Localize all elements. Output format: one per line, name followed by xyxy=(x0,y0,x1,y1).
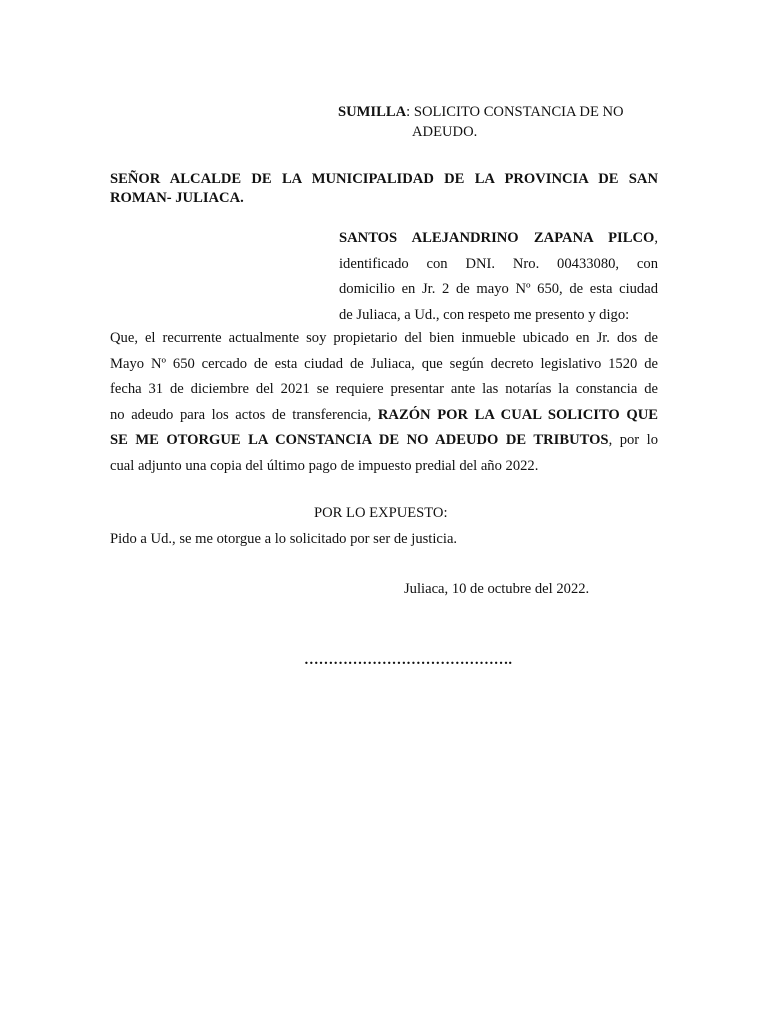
sumilla-line-1: : SOLICITO CONSTANCIA DE NO xyxy=(406,104,624,120)
applicant-block xyxy=(339,226,658,328)
sumilla-line-2: ADEUDO. xyxy=(412,124,478,140)
body-line-1: Que, el recurrente actualmente soy propietario del bien inmueble ubicado en Jr. dos de xyxy=(110,330,658,346)
body-line-4-bold: RAZÓN POR LA CUAL SOLICITO QUE xyxy=(377,406,658,423)
addressee-block xyxy=(110,170,658,208)
applicant-name-line xyxy=(339,226,658,252)
applicant-name-suffix: , xyxy=(654,230,658,246)
body-line-4-normal: no adeudo para los actos de transferencia, xyxy=(110,406,378,423)
body-line-3: fecha 31 de diciembre del 2021 se requiere presentar ante las notarías la constancia de xyxy=(110,381,658,397)
body-paragraph xyxy=(110,326,658,479)
applicant-line-2: identificado con DNI. Nro. 00433080, con xyxy=(339,255,658,272)
body-line-5 xyxy=(110,428,658,454)
applicant-line-3: domicilio en Jr. 2 de mayo Nº 650, de esta ciudad xyxy=(339,281,658,297)
closing-request: Pido a Ud., se me otorgue a lo solicitado por ser de justicia. xyxy=(110,531,458,547)
signature-line: ……………………………………. xyxy=(304,652,512,668)
body-line-6: cual adjunto una copia del último pago de impuesto predial del año 2022. xyxy=(110,457,539,474)
body-line-4 xyxy=(110,403,658,429)
sumilla-label: SUMILLA xyxy=(338,104,407,120)
addressee-line-2: ROMAN- JULIACA. xyxy=(110,190,244,206)
body-line-5-bold: SE ME OTORGUE LA CONSTANCIA DE NO ADEUDO DE TRIBUTOS xyxy=(110,432,609,448)
body-line-2: Mayo Nº 650 cercado de esta ciudad de Juliaca, que según decreto legislativo 1520 de xyxy=(110,355,658,372)
sumilla-block xyxy=(338,102,624,142)
addressee-line-1: SEÑOR ALCALDE DE LA MUNICIPALIDAD DE LA PROVINCIA DE SAN xyxy=(110,171,658,187)
closing-heading: POR LO EXPUESTO: xyxy=(314,505,448,521)
closing-date: Juliaca, 10 de octubre del 2022. xyxy=(404,581,590,597)
applicant-line-4: de Juliaca, a Ud., con respeto me presento y digo: xyxy=(339,306,630,323)
body-line-5-normal: , por lo xyxy=(608,432,658,448)
applicant-name: SANTOS ALEJANDRINO ZAPANA PILCO xyxy=(339,230,655,246)
